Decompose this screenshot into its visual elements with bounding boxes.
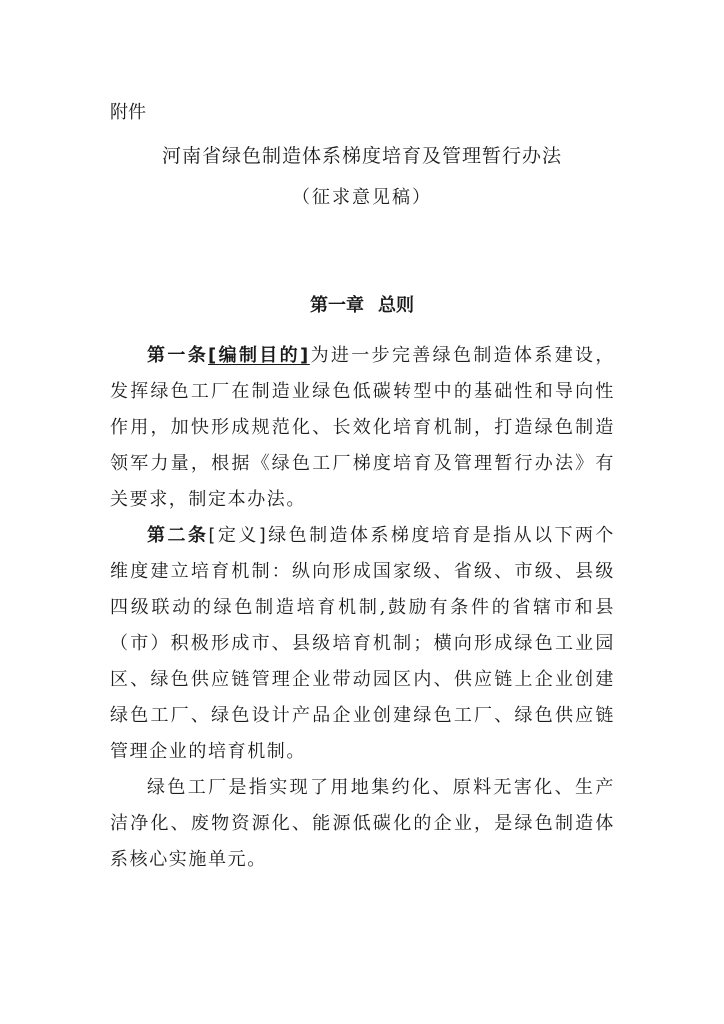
article-2-tag: [定义] xyxy=(208,525,268,546)
chapter-number: 第一章 xyxy=(310,295,364,316)
chapter-heading xyxy=(0,292,724,320)
attachment-label: 附件 xyxy=(110,102,146,123)
chapter-name: 总则 xyxy=(378,295,414,316)
article-1-number: 第一条 xyxy=(147,345,209,366)
article-1-tag: [编制目的] xyxy=(208,345,310,366)
document-subtitle: （征求意见稿） xyxy=(292,187,432,208)
article-1-paragraph xyxy=(110,338,615,518)
article-2-number: 第二条 xyxy=(147,525,209,546)
article-2-paragraph xyxy=(110,518,615,770)
article-1-text: 为进一步完善绿色制造体系建设，发挥绿色工厂在制造业绿色低碳转型中的基础性和导向性作用，加快形成规范化、长效化培育机制，打造绿色制造领军力量，根据《绿色工厂梯度培育及管理暂行办法》有关要求，制定本办法。 xyxy=(110,345,615,510)
green-factory-definition-paragraph: 绿色工厂是指实现了用地集约化、原料无害化、生产洁净化、废物资源化、能源低碳化的企业，是绿色制造体系核心实施单元。 xyxy=(110,777,615,870)
document-title: 河南省绿色制造体系梯度培育及管理暂行办法 xyxy=(161,145,562,167)
article-2-text: 绿色制造体系梯度培育是指从以下两个维度建立培育机制：纵向形成国家级、省级、市级、县级四级联动的绿色制造培育机制,鼓励有条件的省辖市和县（市）积极形成市、县级培育机制；横向形成绿色工业园区、绿色供应链管理企业带动园区内、供应链上企业创建绿色工厂、绿色设计产品企业创建绿色工厂、绿色供应链管理企业的培育机制。 xyxy=(110,525,615,762)
